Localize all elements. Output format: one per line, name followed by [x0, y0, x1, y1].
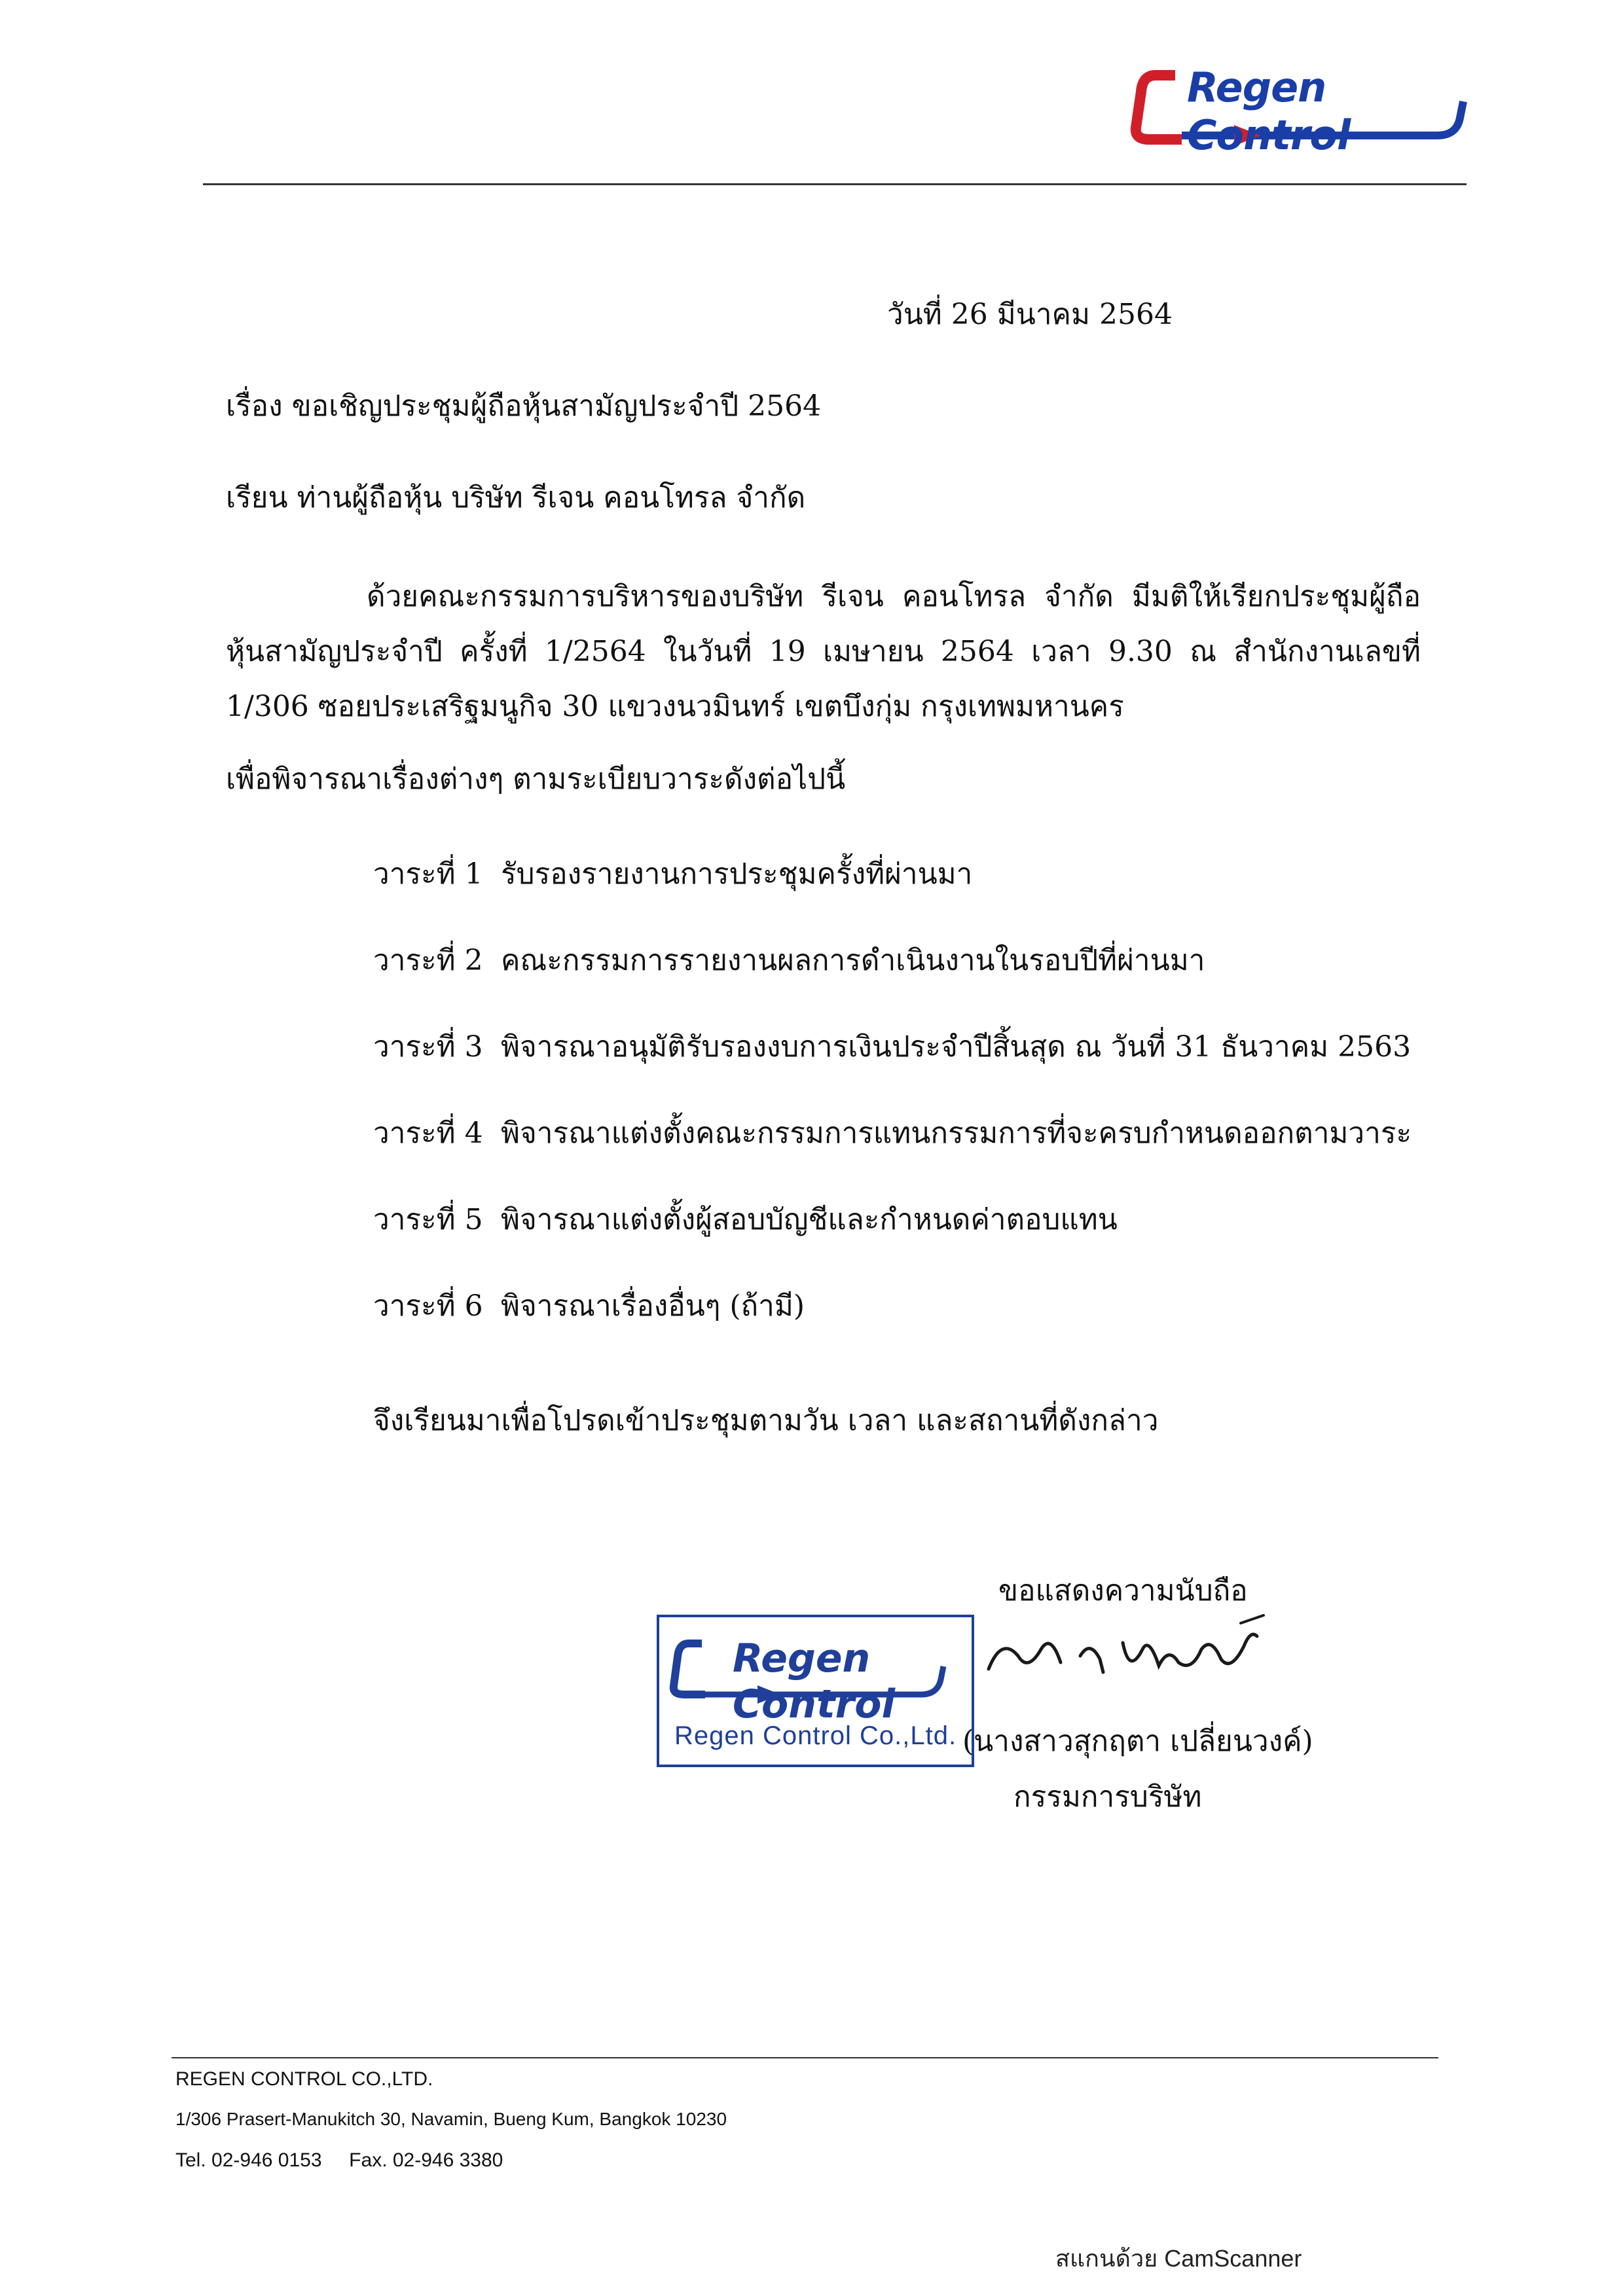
header-divider — [203, 183, 1467, 185]
agenda-text: พิจารณาอนุมัติรับรองงบการเงินประจำปีสิ้นสุด ณ วันที่ 31 ธันวาคม 2563 — [501, 1030, 1412, 1064]
agenda-number: วาระที่ 3 — [373, 1030, 483, 1064]
company-logo — [1129, 62, 1483, 159]
agenda-text: คณะกรรมการรายงานผลการดำเนินงานในรอบปีที่ผ่านมา — [501, 944, 1205, 977]
agenda-number: วาระที่ 4 — [373, 1117, 483, 1150]
letter-regards: ขอแสดงความนับถือ — [998, 1574, 1248, 1607]
agenda-text: พิจารณาเรื่องอื่นๆ (ถ้ามี) — [501, 1289, 805, 1323]
stamp-logo-text: Regen Control — [733, 1636, 896, 1727]
footer-contact: Tel. 02-946 0153 Fax. 02-946 3380 — [175, 2149, 503, 2171]
signer-name: (นางสาวสุกฤตา เปลี่ยนวงค์) — [962, 1725, 1313, 1758]
letter-body: ด้วยคณะกรรมการบริหารของบริษัท รีเจน คอนโทรล จำกัด มีมติให้เรียกประชุมผู้ถือหุ้นสามัญประจำปี ครั้งที่ 1/2564 ในวันที่ 19 เมษายน 2564 เวลา 9.30 ณ สำนักงานเลขที่ 1/306 ซอยประเสริฐมนูกิจ 30 แขวงนวมินทร์ เขตบึงกุ่ม กรุงเทพมหานคร — [226, 580, 1421, 723]
agenda-number: วาระที่ 2 — [373, 944, 483, 977]
logo-text: Regen Control — [1187, 63, 1351, 159]
agenda-text: พิจารณาแต่งตั้งผู้สอบบัญชีและกำหนดค่าตอบแทน — [501, 1203, 1118, 1236]
agenda-number: วาระที่ 1 — [373, 857, 483, 891]
agenda-number: วาระที่ 6 — [373, 1289, 483, 1323]
agenda-text: พิจารณาแต่งตั้งคณะกรรมการแทนกรรมการที่จะครบกำหนดออกตามวาระ — [501, 1117, 1412, 1150]
letter-salutation: เรียน ท่านผู้ถือหุ้น บริษัท รีเจน คอนโทรล จำกัด — [226, 481, 806, 514]
footer-company: REGEN CONTROL CO.,LTD. — [175, 2068, 433, 2090]
stamp-company-name: Regen Control Co.,Ltd. — [674, 1721, 957, 1750]
letter-closing: จึงเรียนมาเพื่อโปรดเข้าประชุมตามวัน เวลา และสถานที่ดังกล่าว — [373, 1404, 1159, 1437]
signer-title: กรรมการบริษัท — [1013, 1780, 1202, 1814]
footer-address: 1/306 Prasert-Manukitch 30, Navamin, Bueng Kum, Bangkok 10230 — [175, 2109, 727, 2129]
scanner-watermark: สแกนด้วย CamScanner — [1055, 2245, 1302, 2272]
letter-subject: เรื่อง ขอเชิญประชุมผู้ถือหุ้นสามัญประจำปี 2564 — [226, 389, 822, 423]
agenda-intro: เพื่อพิจารณาเรื่องต่างๆ ตามระเบียบวาระดังต่อไปนี้ — [226, 762, 846, 796]
agenda-number: วาระที่ 5 — [373, 1203, 483, 1236]
letter-date: วันที่ 26 มีนาคม 2564 — [887, 298, 1173, 331]
agenda-text: รับรองรายงานการประชุมครั้งที่ผ่านมา — [501, 857, 973, 891]
handwritten-signature — [982, 1610, 1283, 1708]
footer-divider — [172, 2057, 1438, 2058]
